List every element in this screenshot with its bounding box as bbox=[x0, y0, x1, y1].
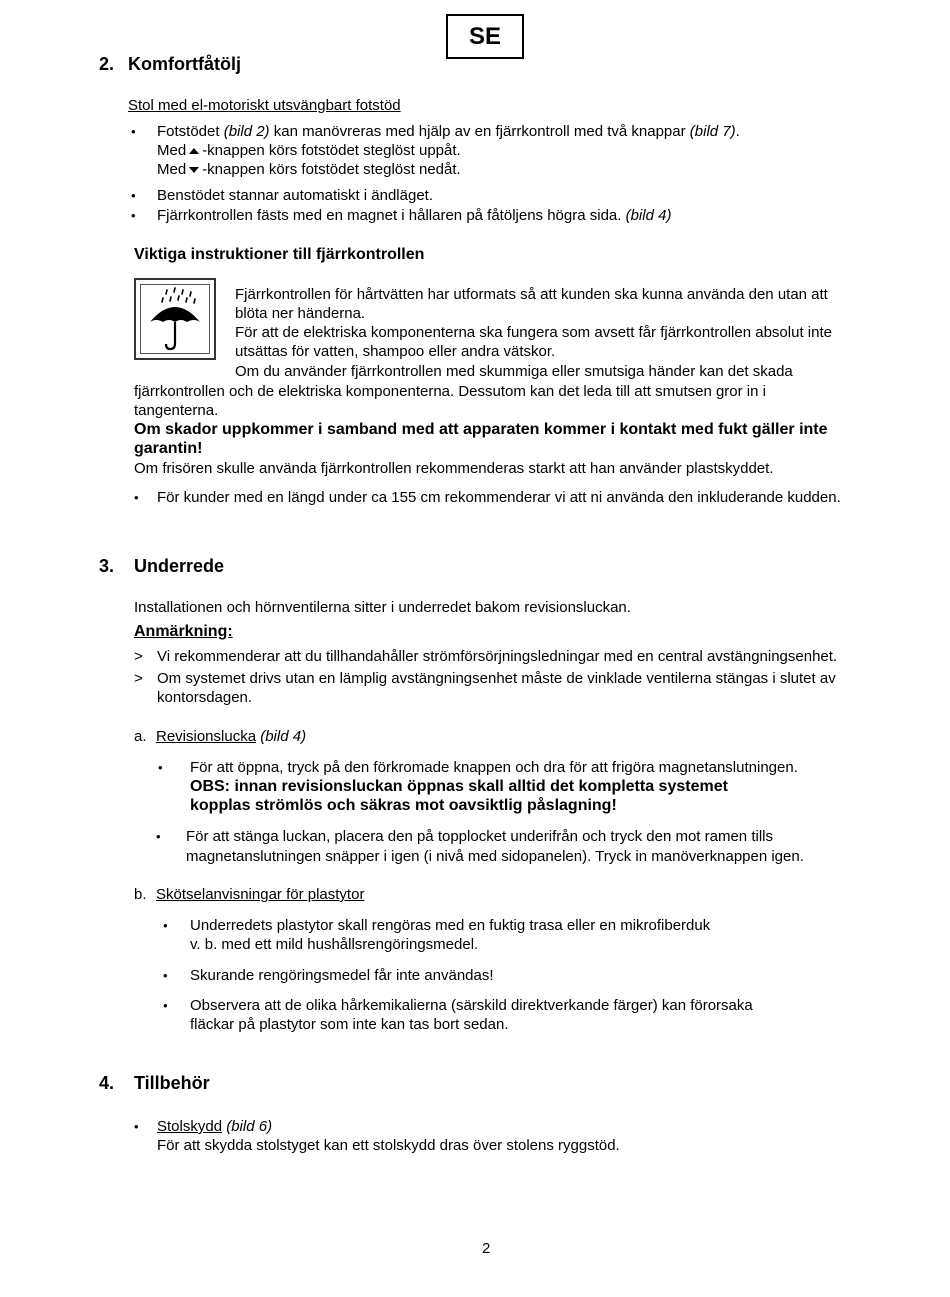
bullet: • bbox=[163, 968, 168, 983]
subsection-b-title: Skötselanvisningar för plastytor bbox=[156, 886, 365, 903]
paragraph-3-line-1: Om du använder fjärrkontrollen med skummiga eller smutsiga händer kan det skada bbox=[235, 363, 793, 380]
keep-dry-umbrella-icon bbox=[134, 278, 216, 360]
bullet: • bbox=[131, 124, 136, 139]
important-heading: Viktiga instruktioner till fjärrkontrollen bbox=[134, 246, 425, 263]
note-item-2-line-2: kontorsdagen. bbox=[157, 689, 253, 706]
note-heading: Anmärkning: bbox=[134, 623, 233, 640]
bullet: • bbox=[131, 188, 136, 203]
med-down-line: Med -knappen körs fotstödet steglöst nedåt. bbox=[157, 161, 461, 178]
subsection-b-letter: b. bbox=[134, 886, 147, 903]
section-3-number: 3. bbox=[99, 556, 115, 576]
section-2-title: Komfortfåtölj bbox=[128, 54, 241, 74]
b-bullet-2: Skurande rengöringsmedel får inte användas! bbox=[190, 967, 494, 984]
bullet: • bbox=[163, 918, 168, 933]
section-4-number: 4. bbox=[99, 1073, 115, 1093]
a-bullet-2-line-2: magnetanslutningen snäpper i igen (i nivå med sidopanelen). Tryck in manöverknappen igen. bbox=[186, 848, 804, 865]
bullet: • bbox=[134, 1119, 139, 1134]
b-bullet-1-line-1: Underredets plastytor skall rengöras med en fuktig trasa eller en mikrofiberduk bbox=[190, 917, 711, 934]
arrow-up-icon bbox=[189, 148, 199, 154]
paragraph-1-line-2: blöta ner händerna. bbox=[235, 305, 366, 322]
bullet: • bbox=[131, 208, 136, 223]
paragraph-3-line-2: fjärrkontrollen och de elektriska komponenterna. Dessutom kan det leda till att smutsen gror in i bbox=[134, 383, 766, 400]
a-bullet-1: För att öppna, tryck på den förkromade knappen och dra för att frigöra magnetanslutningen. bbox=[190, 759, 798, 776]
obs-line-1: OBS: innan revisionsluckan öppnas skall alltid det kompletta systemet bbox=[190, 778, 728, 795]
s4-item-text: För att skydda stolstyget kan ett stolskydd dras över stolens ryggstöd. bbox=[157, 1137, 620, 1154]
section-3-title: Underrede bbox=[134, 556, 225, 576]
page-number: 2 bbox=[482, 1240, 491, 1257]
subsection-a-title: Revisionslucka (bild 4) bbox=[156, 728, 307, 745]
paragraph-2-line-1: För att de elektriska komponenterna ska fungera som avsett får fjärrkontrollen absolut inte bbox=[235, 324, 832, 341]
section-2-number: 2. bbox=[99, 54, 115, 74]
bullet: • bbox=[158, 760, 163, 775]
section-4-title: Tillbehör bbox=[134, 1073, 210, 1093]
section-3-intro: Installationen och hörnventilerna sitter i underredet bakom revisionsluckan. bbox=[134, 599, 631, 616]
a-bullet-2-line-1: För att stänga luckan, placera den på topplocket underifrån och tryck den mot ramen tills bbox=[186, 828, 773, 845]
paragraph-1-line-1: Fjärrkontrollen för hårtvätten har utformats så att kunden ska kunna använda den utan att bbox=[235, 286, 828, 303]
warning-line-1: Om skador uppkommer i samband med att apparaten kommer i kontakt med fukt gäller inte bbox=[134, 421, 828, 438]
bullet: • bbox=[163, 998, 168, 1013]
s2-bullet-2: Benstödet stannar automatiskt i ändläget. bbox=[157, 187, 434, 204]
b-bullet-3-line-1: Observera att de olika hårkemikalierna (särskild direktverkande färger) kan förorsaka bbox=[190, 997, 753, 1014]
bullet: • bbox=[156, 829, 161, 844]
s2-bullet-4: För kunder med en längd under ca 155 cm rekommenderar vi att ni använda den inkluderande kudden. bbox=[157, 489, 841, 506]
s2-bullet-1: Fotstödet (bild 2) kan manövreras med hjälp av en fjärrkontroll med två knappar (bild 7). bbox=[157, 123, 740, 140]
subsection-a-letter: a. bbox=[134, 728, 147, 745]
language-label: SE bbox=[446, 14, 524, 59]
paragraph-4: Om frisören skulle använda fjärrkontrollen rekommenderas starkt att han använder plastskyddet. bbox=[134, 460, 774, 477]
s4-item-title: Stolskydd (bild 6) bbox=[157, 1118, 273, 1135]
warning-line-2: garantin! bbox=[134, 440, 203, 457]
gt-marker: > bbox=[134, 670, 143, 687]
arrow-down-icon bbox=[189, 167, 199, 173]
s2-bullet-3: Fjärrkontrollen fästs med en magnet i hållaren på fåtöljens högra sida. (bild 4) bbox=[157, 207, 672, 224]
obs-line-2: kopplas strömlös och säkras mot oavsiktlig påslagning! bbox=[190, 797, 617, 814]
med-up-line: Med -knappen körs fotstödet steglöst uppåt. bbox=[157, 142, 461, 159]
note-item-2-line-1: Om systemet drivs utan en lämplig avstängningsenhet måste de vinklade ventilerna stängas i slutet av bbox=[157, 670, 836, 687]
bullet: • bbox=[134, 490, 139, 505]
b-bullet-1-line-2: v. b. med ett mild hushållsrengöringsmedel. bbox=[190, 936, 479, 953]
gt-marker: > bbox=[134, 648, 143, 665]
section-2-subheading: Stol med el-motoriskt utsvängbart fotstöd bbox=[128, 97, 401, 114]
paragraph-3-line-3: tangenterna. bbox=[134, 402, 219, 419]
note-item-1: Vi rekommenderar att du tillhandahåller strömförsörjningsledningar med en central avstängningsenhet. bbox=[157, 648, 838, 665]
paragraph-2-line-2: utsättas för vatten, shampoo eller andra vätskor. bbox=[235, 343, 556, 360]
b-bullet-3-line-2: fläckar på plastytor som inte kan tas bort sedan. bbox=[190, 1016, 509, 1033]
